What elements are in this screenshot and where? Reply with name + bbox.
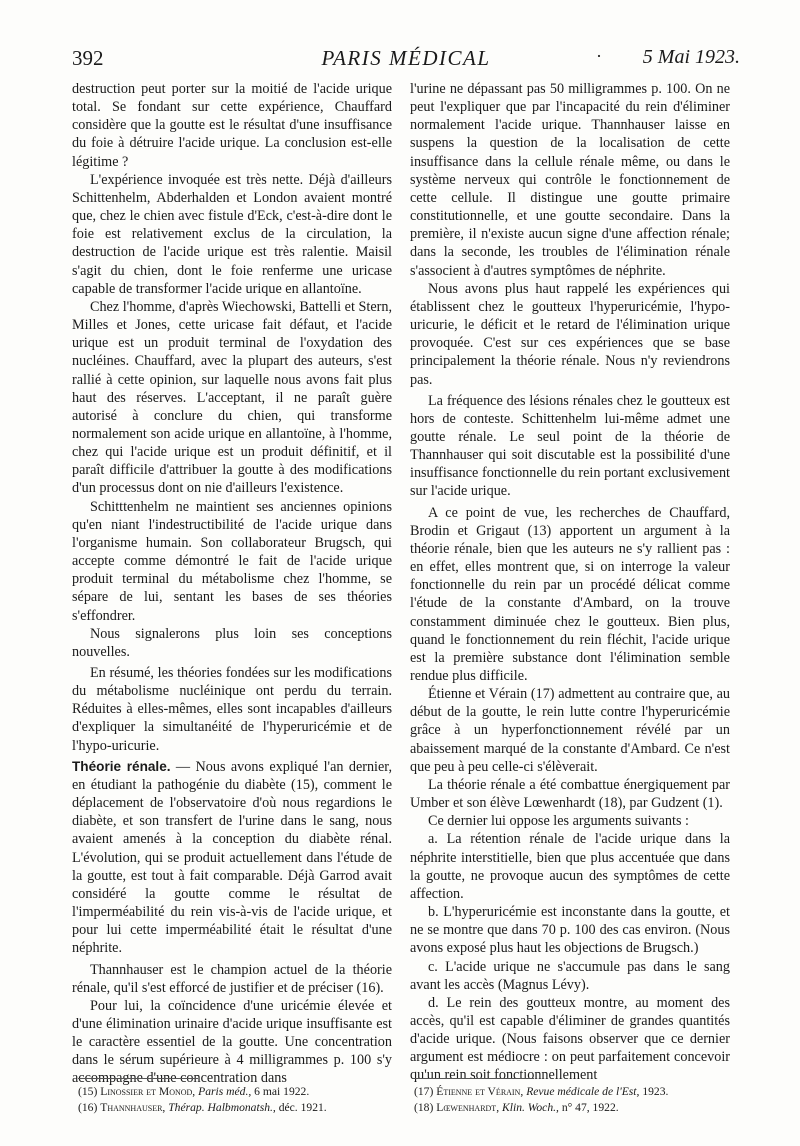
- footnote-divider: [78, 1078, 198, 1079]
- footnote-author: Étienne et Vérain,: [436, 1085, 524, 1098]
- footnote-author: Linossier et Monod,: [100, 1085, 196, 1098]
- paragraph: A ce point de vue, les recherches de Chauffard, Brodin et Grigaut (13) apportent un argument à la théorie rénale, bien que les auteurs ne s'y rallient pas : en effet, elles montrent que, si on interroge la valeur fonctionnelle du rein par un procédé délicat comme l'étude de la constante d'Ambard, on la trouve constamment diminuée chez le goutteux. Bien plus, quand le fonctionnement du rein fléchit, l'acide urique est la première substance dont l'élimination semble rendue plus difficile.: [410, 504, 730, 684]
- footnotes-right: [414, 1084, 734, 1115]
- left-column: [72, 80, 392, 1088]
- page-number: 392: [72, 46, 104, 70]
- header-separator: ·: [596, 46, 602, 66]
- footnote-author: Lœwenhardt,: [436, 1100, 500, 1114]
- paragraph: Nous avons plus haut rappelé les expériences qui établissent chez le goutteux l'hyperuricémie, l'hypo-uricurie, le déficit et le retard de l'élimination urique provoquée. C'est sur ces expériences que se base principalement la théorie rénale. Nous n'y reviendrons pas.: [410, 280, 730, 388]
- footnote-source: Paris méd.,: [198, 1085, 252, 1098]
- footnote-detail: déc. 1921.: [278, 1100, 327, 1114]
- paragraph-text: — Nous avons expliqué l'an dernier, en étudiant la pathogénie du diabète (15), comment le déplacement de l'observatoire d'où nous regardions le diabète, et son transfert de l'urine dans le sang, nous avaient amenés à la conception du diabète rénal. L'évolution, qui se produit actuellement dans l'étude de la goutte, est tout à fait comparable. Déjà Garrod avait considéré la goutte comme le résultat de l'imperméabilité du rein vis-à-vis de l'acide urique, et pour lui cette imperméabilité était le résultat d'une néphrite.: [72, 758, 392, 957]
- paragraph: Ce dernier lui oppose les arguments suivants :: [428, 813, 689, 830]
- paragraph: L'expérience invoquée est très nette. Déjà d'ailleurs Schittenhelm, Abderhalden et London avaient montré que, chez le chien avec fistule d'Eck, c'est-à-dire dont le foie est relativement exclus de la circulation, la destruction de l'acide urique est très ralentie. Maisil s'agit du chien, dont le foie renferme une uricase capable de transformer l'acide urique en allantoïne.: [72, 171, 392, 297]
- paragraph: c. L'acide urique ne s'accumule pas dans le sang avant les accès (Magnus Lévy).: [410, 958, 730, 993]
- footnote-source: Revue médicale de l'Est,: [526, 1085, 640, 1098]
- footnotes-left: [78, 1084, 398, 1115]
- paragraph: [72, 758, 392, 958]
- footnote: [78, 1084, 398, 1100]
- footnote-number: (15): [78, 1085, 98, 1098]
- journal-title: PARIS MÉDICAL: [321, 46, 491, 70]
- footnote-author: Thannhauser,: [100, 1100, 166, 1114]
- footnote-number: (17): [414, 1085, 434, 1098]
- paragraph: En résumé, les théories fondées sur les modifications du métabolisme nucléinique ont perdu du terrain. Réduites à elles-mêmes, elles sont incapables d'ailleurs d'expliquer la simultanéité de l'hyperuricémie et de l'hypo-uricurie.: [72, 665, 392, 754]
- footnote-detail: 1923.: [642, 1085, 669, 1098]
- issue-date: 5 Mai 1923.: [642, 46, 740, 68]
- footnote-source: Klin. Woch.,: [502, 1100, 559, 1114]
- paragraph: La fréquence des lésions rénales chez le goutteux est hors de conteste. Schittenhelm lui-même admet une goutte rénale. Le seul point de la théorie de Thannhauser qui soit discutable est la possibilité d'une insuffisance fonctionnelle du rein portant exclusivement sur l'acide urique.: [410, 392, 730, 500]
- paragraph: Pour lui, la coïncidence d'une uricémie élevée et d'une élimination urinaire d'acide urique insuffisante est le caractère essentiel de la goutte. Une concentration dans le sérum supérieure à 4 milligrammes p. 100 s'y accompagne d'une concentration dans: [72, 997, 392, 1087]
- paragraph: La théorie rénale a été combattue énergiquement par Umber et son élève Lœwenhardt (18), par Gudzent (1).: [410, 776, 730, 812]
- paragraph: Chez l'homme, d'après Wiechowski, Battelli et Stern, Milles et Jones, cette uricase fait défaut, et l'acide urique est un produit terminal de l'oxydation des nucléines. Chauffard, avec la plupart des auteurs, s'est rallié à cette opinion, sur laquelle nous avons fait plus haut des réserves. L'acceptant, il ne paraît guère autorisé à conclure du chien, qui transforme normalement son acide urique en allantoïne, à l'homme, chez qui l'acide urique est un produit définitif, et il paraît difficile d'attribuer la goutte à des modifications d'un processus dont on nie d'ailleurs l'existence.: [72, 298, 392, 497]
- paragraph: d. Le rein des goutteux montre, au moment des accès, qu'il est capable d'éliminer de grandes quantités d'acide urique. (Nous faisons observer que ce dernier argument est médiocre : on peut parfaitement concevoir qu'un rein soit fonctionnellement: [410, 994, 730, 1084]
- footnote: [78, 1100, 398, 1116]
- footnote: [414, 1084, 734, 1100]
- footnote-source: Thérap. Halbmonatsh.,: [168, 1100, 276, 1114]
- paragraph: Nous signalerons plus loin ses conceptions nouvelles.: [72, 625, 392, 660]
- paragraph: Étienne et Vérain (17) admettent au contraire que, au début de la goutte, le rein lutte contre l'hyperuricémie grâce à un hyperfonctionnement révélé par un abaissement marqué de la constante d'Ambard. Ce n'est que peu à peu celle-ci s'élèverait.: [410, 686, 730, 775]
- paragraph: a. La rétention rénale de l'acide urique dans la néphrite interstitielle, bien que plus accentuée que dans la goutte, ne provoque aucun des symptômes de cette affection.: [410, 831, 730, 902]
- footnote: [414, 1100, 734, 1116]
- paragraph: Schitttenhelm ne maintient ses anciennes opinions qu'en niant l'indestructibilité de l'acide urique dans l'organisme humain. Son collaborateur Brugsch, qui accepte comme démontré le fait de l'acide urique produit terminal du métabolisme chez l'homme, se sépare de lui, sentant les bases de ses théories s'effondrer.: [72, 498, 392, 624]
- paragraph: l'urine ne dépassant pas 50 milligrammes p. 100. On ne peut l'expliquer que par l'incapacité du rein d'éliminer normalement l'acide urique. Thannhauser laisse en suspens la question de la localisation de cette insuffisance dans la cellule rénale même, ou dans le système nerveux qui contrôle le fonctionnement de cette cellule. Il distingue une goutte primaire constitutionnelle, et une goutte secondaire. Dans la première, il n'existe aucun signe d'une affection rénale; dans la seconde, les troubles de l'élimination rénale s'associent à d'autres symptômes de néphrite.: [410, 81, 730, 279]
- footnote-number: (18): [414, 1100, 434, 1114]
- page-header: [72, 46, 740, 74]
- section-heading: Théorie rénale.: [72, 758, 171, 774]
- footnote-divider: [414, 1078, 534, 1079]
- right-column: [410, 80, 730, 1085]
- paragraph: b. L'hyperuricémie est inconstante dans la goutte, et ne se montre que dans 70 p. 100 des cas environ. (Nous avons exposé plus haut les objections de Brugsch.): [410, 904, 730, 957]
- footnote-detail: n° 47, 1922.: [561, 1100, 619, 1114]
- paragraph: destruction peut porter sur la moitié de l'acide urique total. Se fondant sur cette expérience, Chauffard considère que la goutte est le résultat d'une insuffisance du foie à détruire l'acide urique. La conclusion est-elle légitime ?: [72, 81, 392, 170]
- paragraph: Thannhauser est le champion actuel de la théorie rénale, qu'il s'est efforcé de justifier et de préciser (16).: [72, 961, 392, 996]
- footnote-detail: 6 mai 1922.: [254, 1085, 310, 1098]
- footnote-number: (16): [78, 1100, 98, 1114]
